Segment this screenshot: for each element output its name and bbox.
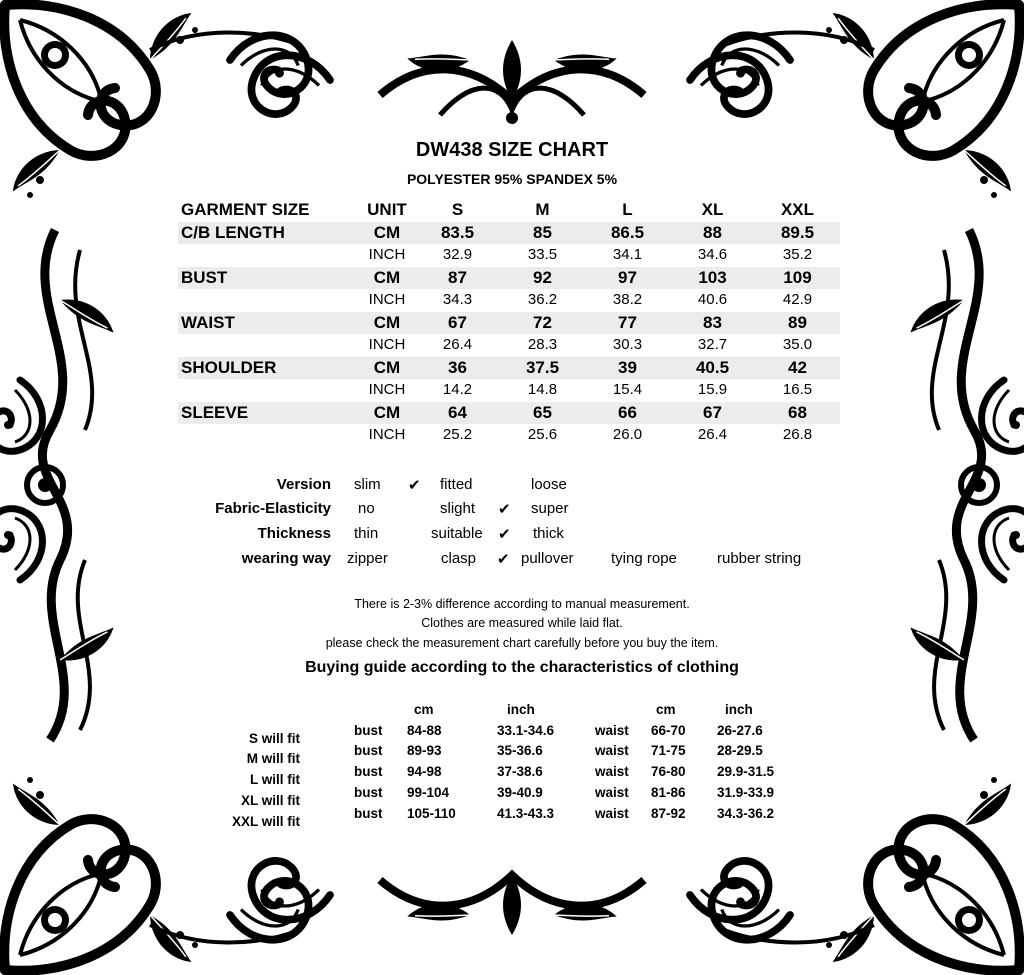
value-cell: 42.9 bbox=[782, 291, 813, 308]
value-cell: 26.4 bbox=[442, 336, 473, 353]
value-cell: 67 bbox=[670, 402, 755, 425]
unit-cell: INCH bbox=[368, 246, 406, 263]
value-cell: 25.6 bbox=[527, 426, 558, 443]
check-icon: ✔ bbox=[497, 551, 510, 568]
value-cell: 68 bbox=[755, 402, 840, 425]
guide-waist-inch: 28-29.5 bbox=[717, 743, 763, 758]
value-cell: 33.5 bbox=[527, 246, 558, 263]
guide-bust-label: bust bbox=[354, 723, 383, 738]
measurement-label: SHOULDER bbox=[178, 357, 359, 380]
measurement-label: WAIST bbox=[178, 312, 359, 335]
note-measurement-difference: There is 2-3% difference according to manual measurement. bbox=[354, 597, 690, 611]
guide-waist-cm: 81-86 bbox=[651, 785, 686, 800]
unit-cell: INCH bbox=[368, 291, 406, 308]
value-cell: 35.0 bbox=[782, 336, 813, 353]
buying-guide-title: Buying guide according to the characteristics of clothing bbox=[305, 659, 739, 676]
value-cell: 65 bbox=[500, 402, 585, 425]
measurement-label: C/B LENGTH bbox=[178, 222, 359, 245]
value-cell: 14.2 bbox=[442, 381, 473, 398]
value-cell: 39 bbox=[585, 357, 670, 380]
value-cell: 32.7 bbox=[697, 336, 728, 353]
guide-head-inch: inch bbox=[725, 702, 753, 717]
value-cell: 35.2 bbox=[782, 246, 813, 263]
table-row-inch bbox=[178, 379, 840, 402]
value-cell: 88 bbox=[670, 222, 755, 245]
table-row-cm bbox=[178, 402, 840, 425]
guide-fit-label: XXL will fit bbox=[231, 814, 300, 829]
value-cell: 66 bbox=[585, 402, 670, 425]
wearing-option: rubber string bbox=[717, 550, 802, 567]
guide-fit-label: M will fit bbox=[246, 751, 300, 766]
value-cell: 26.8 bbox=[782, 426, 813, 443]
value-cell: 32.9 bbox=[442, 246, 473, 263]
guide-waist-cm: 66-70 bbox=[651, 723, 686, 738]
value-cell: 34.6 bbox=[697, 246, 728, 263]
guide-waist-inch: 29.9-31.5 bbox=[717, 764, 775, 779]
value-cell: 40.5 bbox=[670, 357, 755, 380]
elasticity-label: Fabric-Elasticity bbox=[215, 500, 331, 517]
value-cell: 72 bbox=[500, 312, 585, 335]
guide-waist-cm: 87-92 bbox=[651, 806, 686, 821]
value-cell: 15.9 bbox=[697, 381, 728, 398]
elasticity-option: super bbox=[531, 500, 569, 517]
value-cell: 28.3 bbox=[527, 336, 558, 353]
measurement-label bbox=[178, 289, 359, 312]
unit-cell: INCH bbox=[368, 426, 406, 443]
guide-bust-inch: 35-36.6 bbox=[497, 743, 543, 758]
guide-bust-cm: 94-98 bbox=[407, 764, 442, 779]
value-cell: 14.8 bbox=[527, 381, 558, 398]
guide-waist-cm: 71-75 bbox=[651, 743, 686, 758]
check-icon: ✔ bbox=[498, 526, 511, 543]
wearing-way-label: wearing way bbox=[241, 550, 331, 567]
value-cell: 42 bbox=[755, 357, 840, 380]
value-cell: 34.3 bbox=[442, 291, 473, 308]
value-cell: 64 bbox=[415, 402, 500, 425]
value-cell: 25.2 bbox=[442, 426, 473, 443]
table-row-cm bbox=[178, 267, 840, 290]
guide-bust-label: bust bbox=[354, 764, 383, 779]
unit-cell: CM bbox=[359, 222, 415, 245]
note-check-chart: please check the measurement chart carefully before you buy the item. bbox=[325, 636, 719, 650]
value-cell: 85 bbox=[500, 222, 585, 245]
guide-waist-label: waist bbox=[595, 743, 629, 758]
unit-cell: CM bbox=[359, 357, 415, 380]
value-cell: 26.4 bbox=[697, 426, 728, 443]
value-cell: 77 bbox=[585, 312, 670, 335]
guide-head-cm: cm bbox=[656, 702, 676, 717]
unit-cell: CM bbox=[359, 312, 415, 335]
guide-waist-inch: 31.9-33.9 bbox=[717, 785, 775, 800]
guide-waist-label: waist bbox=[595, 785, 629, 800]
header-size-m: M bbox=[535, 200, 550, 219]
value-cell: 37.5 bbox=[500, 357, 585, 380]
value-cell: 89.5 bbox=[755, 222, 840, 245]
guide-waist-inch: 34.3-36.2 bbox=[717, 806, 775, 821]
guide-fit-label: XL will fit bbox=[240, 793, 300, 808]
value-cell: 40.6 bbox=[697, 291, 728, 308]
unit-cell: CM bbox=[359, 402, 415, 425]
guide-head-inch: inch bbox=[507, 702, 535, 717]
measurement-label bbox=[178, 334, 359, 357]
value-cell: 83.5 bbox=[415, 222, 500, 245]
wearing-option: clasp bbox=[441, 550, 477, 567]
measurement-label bbox=[178, 379, 359, 402]
table-row-inch bbox=[178, 289, 840, 312]
guide-bust-cm: 105-110 bbox=[407, 806, 456, 821]
measurement-label bbox=[178, 244, 359, 267]
fabric-composition: POLYESTER 95% SPANDEX 5% bbox=[406, 171, 618, 187]
thickness-label: Thickness bbox=[257, 525, 331, 542]
table-row-inch bbox=[178, 424, 840, 447]
version-label: Version bbox=[276, 476, 331, 493]
size-table bbox=[178, 199, 840, 447]
guide-bust-inch: 41.3-43.3 bbox=[497, 806, 555, 821]
table-row-inch bbox=[178, 334, 840, 357]
guide-waist-label: waist bbox=[595, 723, 629, 738]
check-icon: ✔ bbox=[498, 501, 511, 518]
value-cell: 26.0 bbox=[612, 426, 643, 443]
guide-waist-cm: 76-80 bbox=[651, 764, 686, 779]
value-cell: 83 bbox=[670, 312, 755, 335]
value-cell: 36 bbox=[415, 357, 500, 380]
header-unit: UNIT bbox=[367, 200, 407, 219]
unit-cell: CM bbox=[359, 267, 415, 290]
value-cell: 92 bbox=[500, 267, 585, 290]
value-cell: 97 bbox=[585, 267, 670, 290]
value-cell: 36.2 bbox=[527, 291, 558, 308]
guide-bust-cm: 99-104 bbox=[407, 785, 450, 800]
value-cell: 86.5 bbox=[585, 222, 670, 245]
table-row-inch bbox=[178, 244, 840, 267]
guide-fit-label: S will fit bbox=[248, 731, 300, 746]
value-cell: 15.4 bbox=[612, 381, 643, 398]
value-cell: 16.5 bbox=[782, 381, 813, 398]
guide-bust-label: bust bbox=[354, 743, 383, 758]
guide-bust-inch: 33.1-34.6 bbox=[497, 723, 555, 738]
header-size-s: S bbox=[451, 200, 464, 219]
thickness-option: suitable bbox=[431, 525, 483, 542]
elasticity-option: no bbox=[358, 500, 375, 517]
table-row-cm bbox=[178, 312, 840, 335]
guide-head-cm: cm bbox=[414, 702, 434, 717]
version-option: slim bbox=[354, 476, 381, 493]
value-cell: 87 bbox=[415, 267, 500, 290]
measurement-label bbox=[178, 424, 359, 447]
value-cell: 30.3 bbox=[612, 336, 643, 353]
header-size-xxl: XXL bbox=[780, 200, 815, 219]
value-cell: 34.1 bbox=[612, 246, 643, 263]
guide-bust-label: bust bbox=[354, 806, 383, 821]
thickness-option: thin bbox=[354, 525, 379, 542]
table-row-cm bbox=[178, 357, 840, 380]
value-cell: 67 bbox=[415, 312, 500, 335]
version-option: loose bbox=[531, 476, 567, 493]
header-size-l: L bbox=[622, 200, 633, 219]
elasticity-option: slight bbox=[440, 500, 476, 517]
guide-bust-inch: 37-38.6 bbox=[497, 764, 543, 779]
header-size-xl: XL bbox=[701, 200, 724, 219]
unit-cell: INCH bbox=[368, 336, 406, 353]
guide-waist-label: waist bbox=[595, 764, 629, 779]
note-laid-flat: Clothes are measured while laid flat. bbox=[421, 616, 623, 630]
unit-cell: INCH bbox=[368, 381, 406, 398]
value-cell: 109 bbox=[755, 267, 840, 290]
measurement-label: BUST bbox=[178, 267, 359, 290]
wearing-option: zipper bbox=[347, 550, 388, 567]
guide-bust-cm: 84-88 bbox=[407, 723, 442, 738]
measurement-label: SLEEVE bbox=[178, 402, 359, 425]
wearing-option: tying rope bbox=[611, 550, 677, 567]
guide-waist-inch: 26-27.6 bbox=[717, 723, 763, 738]
guide-bust-label: bust bbox=[354, 785, 383, 800]
guide-bust-inch: 39-40.9 bbox=[497, 785, 543, 800]
guide-bust-cm: 89-93 bbox=[407, 743, 442, 758]
thickness-option: thick bbox=[533, 525, 564, 542]
value-cell: 38.2 bbox=[612, 291, 643, 308]
chart-title: DW438 SIZE CHART bbox=[415, 139, 609, 161]
check-icon: ✔ bbox=[408, 477, 421, 494]
guide-waist-label: waist bbox=[595, 806, 629, 821]
value-cell: 103 bbox=[670, 267, 755, 290]
header-garment-size: GARMENT SIZE bbox=[181, 200, 310, 219]
guide-fit-label: L will fit bbox=[250, 772, 300, 787]
version-option: fitted bbox=[440, 476, 473, 493]
table-header-row bbox=[178, 199, 840, 222]
value-cell: 89 bbox=[755, 312, 840, 335]
wearing-option: pullover bbox=[521, 550, 574, 567]
table-row-cm bbox=[178, 222, 840, 245]
